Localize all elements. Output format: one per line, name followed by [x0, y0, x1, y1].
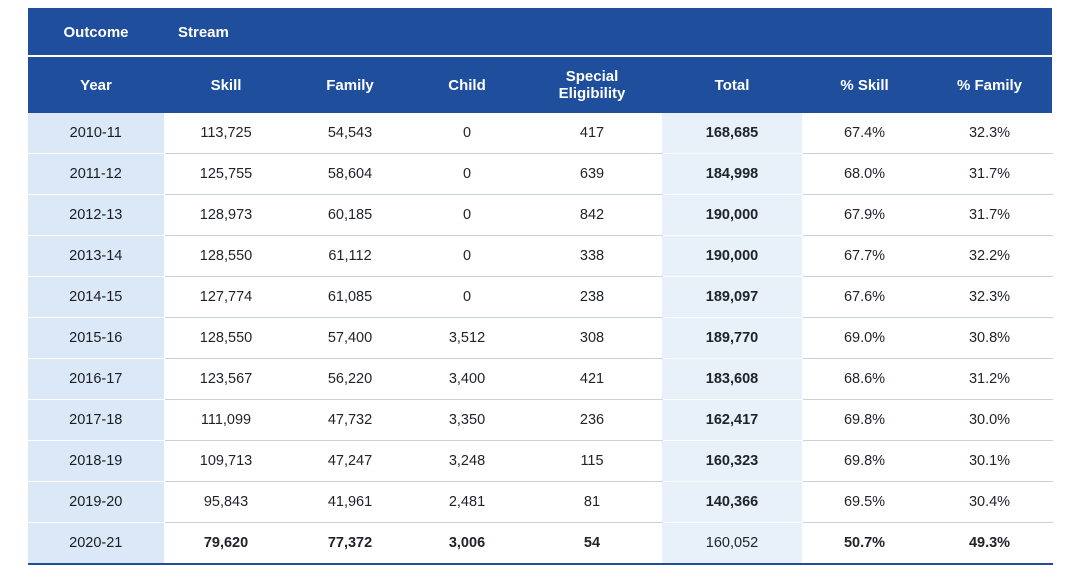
cell-total: 190,000: [662, 195, 802, 236]
cell-family: 47,247: [288, 441, 412, 482]
cell-total: 140,366: [662, 482, 802, 523]
cell-pct-family: 32.2%: [927, 236, 1052, 277]
cell-special: 236: [522, 400, 662, 441]
cell-skill: 109,713: [164, 441, 288, 482]
cell-skill: 123,567: [164, 359, 288, 400]
table-column-header-row: [28, 56, 1052, 113]
table-row: [28, 318, 1052, 359]
table-row: [28, 195, 1052, 236]
cell-total: 162,417: [662, 400, 802, 441]
cell-child: 2,481: [412, 482, 522, 523]
cell-skill: 128,973: [164, 195, 288, 236]
table-body: [28, 113, 1052, 564]
cell-special: 81: [522, 482, 662, 523]
cell-special: 308: [522, 318, 662, 359]
table-row: [28, 236, 1052, 277]
cell-skill: 125,755: [164, 154, 288, 195]
cell-year: 2017-18: [28, 400, 164, 441]
cell-pct-skill: 50.7%: [802, 523, 927, 565]
cell-special: 421: [522, 359, 662, 400]
cell-pct-family: 49.3%: [927, 523, 1052, 565]
cell-special: 115: [522, 441, 662, 482]
cell-year: 2010-11: [28, 113, 164, 154]
cell-pct-skill: 69.8%: [802, 400, 927, 441]
column-header-year: Year: [28, 56, 164, 113]
cell-total: 183,608: [662, 359, 802, 400]
cell-family: 61,112: [288, 236, 412, 277]
cell-pct-family: 30.1%: [927, 441, 1052, 482]
cell-pct-skill: 67.6%: [802, 277, 927, 318]
cell-year: 2014-15: [28, 277, 164, 318]
cell-skill: 113,725: [164, 113, 288, 154]
table-row: [28, 400, 1052, 441]
cell-total: 160,323: [662, 441, 802, 482]
cell-child: 0: [412, 236, 522, 277]
cell-total: 160,052: [662, 523, 802, 565]
cell-year: 2012-13: [28, 195, 164, 236]
column-header-special-eligibility-line2: Eligibility: [558, 85, 626, 102]
cell-pct-family: 31.2%: [927, 359, 1052, 400]
column-header-family: Family: [288, 56, 412, 113]
cell-year: 2011-12: [28, 154, 164, 195]
cell-skill: 128,550: [164, 318, 288, 359]
table-row: [28, 359, 1052, 400]
table-row: [28, 523, 1052, 565]
cell-special: 338: [522, 236, 662, 277]
cell-pct-family: 30.4%: [927, 482, 1052, 523]
column-header-skill: Skill: [164, 56, 288, 113]
cell-pct-skill: 69.8%: [802, 441, 927, 482]
cell-skill: 127,774: [164, 277, 288, 318]
cell-family: 57,400: [288, 318, 412, 359]
cell-total: 190,000: [662, 236, 802, 277]
cell-child: 0: [412, 154, 522, 195]
cell-pct-family: 32.3%: [927, 113, 1052, 154]
cell-child: 3,400: [412, 359, 522, 400]
cell-year: 2015-16: [28, 318, 164, 359]
cell-pct-family: 31.7%: [927, 154, 1052, 195]
table-row: [28, 441, 1052, 482]
cell-total: 168,685: [662, 113, 802, 154]
cell-child: 0: [412, 195, 522, 236]
cell-child: 3,512: [412, 318, 522, 359]
cell-family: 58,604: [288, 154, 412, 195]
table-row: [28, 154, 1052, 195]
cell-family: 77,372: [288, 523, 412, 565]
cell-total: 189,097: [662, 277, 802, 318]
cell-family: 56,220: [288, 359, 412, 400]
cell-special: 238: [522, 277, 662, 318]
cell-special: 639: [522, 154, 662, 195]
column-header-total: Total: [662, 56, 802, 113]
cell-family: 60,185: [288, 195, 412, 236]
cell-special: 417: [522, 113, 662, 154]
cell-pct-skill: 68.6%: [802, 359, 927, 400]
column-header-special-eligibility: [522, 56, 662, 113]
cell-year: 2016-17: [28, 359, 164, 400]
cell-special: 54: [522, 523, 662, 565]
cell-child: 3,350: [412, 400, 522, 441]
cell-special: 842: [522, 195, 662, 236]
table-group-header-row: [28, 8, 1052, 56]
cell-pct-family: 30.8%: [927, 318, 1052, 359]
column-header-pct-family: % Family: [927, 56, 1052, 113]
column-header-special-eligibility-line1: Special: [565, 68, 619, 85]
column-header-pct-skill: % Skill: [802, 56, 927, 113]
cell-year: 2018-19: [28, 441, 164, 482]
cell-child: 0: [412, 277, 522, 318]
cell-total: 184,998: [662, 154, 802, 195]
cell-child: 3,006: [412, 523, 522, 565]
cell-family: 41,961: [288, 482, 412, 523]
cell-pct-skill: 68.0%: [802, 154, 927, 195]
cell-pct-skill: 67.9%: [802, 195, 927, 236]
migration-outcomes-table: [28, 8, 1053, 565]
cell-pct-family: 30.0%: [927, 400, 1052, 441]
cell-child: 0: [412, 113, 522, 154]
cell-family: 54,543: [288, 113, 412, 154]
table-row: [28, 482, 1052, 523]
cell-year: 2013-14: [28, 236, 164, 277]
group-header-stream: Stream: [164, 8, 1052, 56]
cell-total: 189,770: [662, 318, 802, 359]
cell-child: 3,248: [412, 441, 522, 482]
cell-pct-skill: 69.5%: [802, 482, 927, 523]
cell-skill: 111,099: [164, 400, 288, 441]
cell-pct-skill: 67.7%: [802, 236, 927, 277]
cell-pct-family: 32.3%: [927, 277, 1052, 318]
group-header-outcome: Outcome: [28, 8, 164, 56]
cell-family: 47,732: [288, 400, 412, 441]
cell-skill: 128,550: [164, 236, 288, 277]
table-header: [28, 8, 1052, 113]
cell-year: 2019-20: [28, 482, 164, 523]
column-header-child: Child: [412, 56, 522, 113]
cell-pct-family: 31.7%: [927, 195, 1052, 236]
cell-skill: 79,620: [164, 523, 288, 565]
cell-pct-skill: 67.4%: [802, 113, 927, 154]
table-row: [28, 113, 1052, 154]
cell-year: 2020-21: [28, 523, 164, 565]
cell-skill: 95,843: [164, 482, 288, 523]
table-row: [28, 277, 1052, 318]
cell-family: 61,085: [288, 277, 412, 318]
cell-pct-skill: 69.0%: [802, 318, 927, 359]
